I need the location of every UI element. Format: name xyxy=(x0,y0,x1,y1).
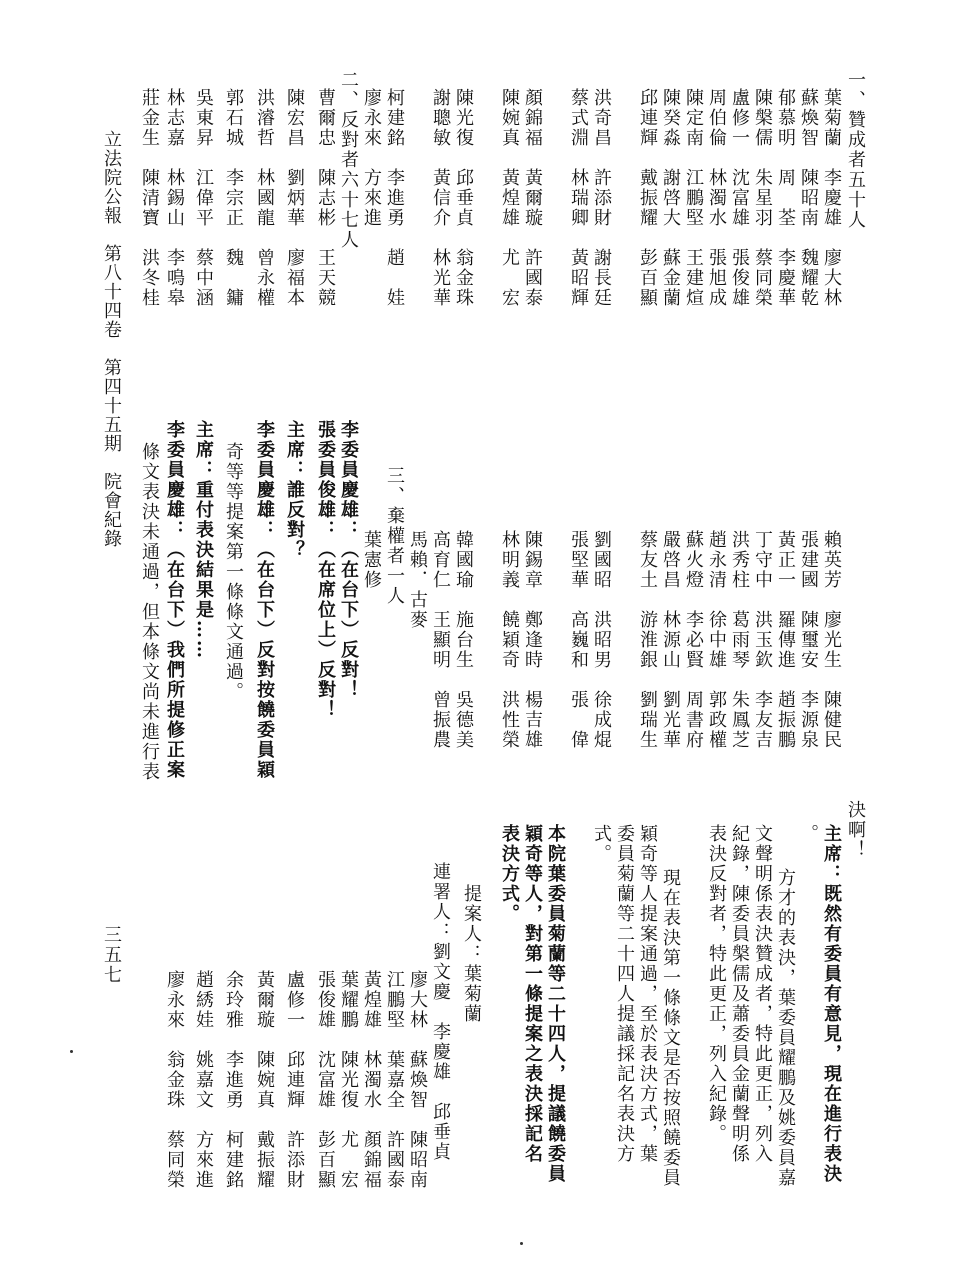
name-column: 林明義 饒穎奇 洪性榮 xyxy=(499,530,520,750)
name-column: 陳宏昌 劉炳華 廖福本 xyxy=(284,88,305,308)
name-column: 謝聰敏 黃信介 林光華 xyxy=(430,88,451,308)
name-column: 高育仁 王顯明 曾振農 xyxy=(430,530,451,750)
name-column: 蘇煥智 陳昭南 魏耀乾 xyxy=(798,88,819,308)
name-column: 黃正一 羅傳進 趙振鵬 xyxy=(775,530,796,750)
speaker-line: 主席：既然有委員有意見，現在進行表決 xyxy=(821,824,842,1184)
name-column: 賴英芳 廖光生 陳健民 xyxy=(821,530,842,750)
text-line: 穎奇等人提案通過，至於表決方式，葉 xyxy=(637,824,658,1164)
name-column: 張俊雄 沈富雄 彭百顯 xyxy=(315,970,336,1190)
text-line: 委員菊蘭等二十四人提議採記名表決方 xyxy=(614,824,635,1164)
scan-speck xyxy=(70,1050,73,1053)
text-line: 式。 xyxy=(591,824,612,864)
name-column: 盧修一 沈富雄 張俊雄 xyxy=(729,88,750,308)
text-line: 決啊！ xyxy=(845,800,866,860)
name-column: 陳癸淼 謝啓大 蘇金蘭 xyxy=(660,88,681,308)
section-heading-oppose: 二、反對者六十七人 xyxy=(338,70,359,250)
name-column: 曹爾忠 陳志彬 王天競 xyxy=(315,88,336,308)
name-column: 顏錦福 黃爾璇 許國泰 xyxy=(522,88,543,308)
name-column: 葉菊蘭 李慶雄 廖大林 xyxy=(821,88,842,308)
section-heading-approve: 一、贊成者五十人 xyxy=(845,70,866,230)
page-number: 三五七 xyxy=(101,925,122,985)
name-column: 張建國 陳璽安 李源泉 xyxy=(798,530,819,750)
speaker-line: 主席：重付表決結果是…… xyxy=(193,420,214,660)
proposer-line: 提案人：葉菊蘭 xyxy=(461,884,482,1024)
speaker-line: 李委員慶雄：（在台下）我們所提修正案 xyxy=(164,420,185,780)
motion-text: 本院葉委員菊蘭等二十四人，提議饒委員 xyxy=(545,824,566,1184)
scan-speck xyxy=(520,1242,523,1245)
name-column: 江鵬堅 葉嘉全 許國泰 xyxy=(384,970,405,1190)
text-line: 方才的表決，葉委員耀鵬及姚委員嘉 xyxy=(775,868,796,1188)
speaker-line: 李委員慶雄：（在台下）反對！ xyxy=(338,420,359,700)
name-column: 葉憲修 xyxy=(361,530,382,590)
name-column: 洪奇昌 許添財 謝長廷 xyxy=(591,88,612,308)
name-column: 蔡式淵 林瑞卿 黃昭輝 xyxy=(568,88,589,308)
name-column: 邱連輝 戴振耀 彭百顯 xyxy=(637,88,658,308)
name-column: 趙永清 徐中雄 郭政權 xyxy=(706,530,727,750)
name-column: 吳東昇 江偉平 蔡中涵 xyxy=(193,88,214,308)
text-line: 文聲明係表決贊成者，特此更正，列入 xyxy=(752,824,773,1164)
name-column: 林志嘉 林錫山 李鳴皋 xyxy=(164,88,185,308)
name-column: 劉國昭 洪昭男 徐成焜 xyxy=(591,530,612,750)
name-column: 嚴啓昌 林源山 劉光華 xyxy=(660,530,681,750)
name-column: 黃爾璇 陳婉真 戴振耀 xyxy=(254,970,275,1190)
name-column: 盧修一 邱連輝 許添財 xyxy=(284,970,305,1190)
name-column: 馬賴．古麥 xyxy=(407,530,428,630)
name-column: 洪濬哲 林國龍 曾永權 xyxy=(254,88,275,308)
speaker-line: 主席：誰反對？ xyxy=(284,420,305,560)
motion-text: 表決方式。 xyxy=(499,824,520,924)
name-column: 陳光復 邱垂貞 翁金珠 xyxy=(453,88,474,308)
name-column: 韓國瑜 施台生 吳德美 xyxy=(453,530,474,750)
text-line: 紀錄，陳委員槃儒及蕭委員金蘭聲明係 xyxy=(729,824,750,1164)
speaker-line: 李委員慶雄：（在台下）反對按饒委員穎 xyxy=(254,420,275,780)
text-line: 奇等等提案第一條條文通過。 xyxy=(223,442,244,702)
name-column: 蘇火燈 李必賢 周書府 xyxy=(683,530,704,750)
cosigner-line: 連署人：劉文慶 李慶雄 邱垂貞 xyxy=(430,862,451,1162)
text-line: 現在表決第一條條文是否按照饒委員 xyxy=(660,868,681,1188)
text-line: 。 xyxy=(798,824,819,844)
name-column: 陳定南 江鵬堅 王建煊 xyxy=(683,88,704,308)
gazette-footer: 立法院公報 第八十四卷 第四十五期 院會紀錄 xyxy=(101,130,122,548)
speaker-line: 張委員俊雄：（在席位上）反對！ xyxy=(315,420,336,720)
section-heading-abstain: 三、棄權者一人 xyxy=(384,466,405,606)
name-column: 柯建銘 李進勇 趙 娃 xyxy=(384,88,405,308)
name-column: 莊金生 陳清寶 洪冬桂 xyxy=(139,88,160,308)
name-column: 廖大林 蘇煥智 陳昭南 xyxy=(407,970,428,1190)
name-column: 陳錫章 鄭逢時 楊吉雄 xyxy=(522,530,543,750)
name-column: 廖永來 方來進 xyxy=(361,88,382,228)
name-column: 洪秀柱 葛雨琴 朱鳳芝 xyxy=(729,530,750,750)
name-column: 黃煌雄 林濁水 顏錦福 xyxy=(361,970,382,1190)
name-column: 郁慕明 周 荃 李慶華 xyxy=(775,88,796,308)
text-line: 表決反對者，特此更正，列入紀錄。 xyxy=(706,824,727,1144)
name-column: 陳婉真 黃煌雄 尤 宏 xyxy=(499,88,520,308)
name-column: 丁守中 洪玉欽 李友吉 xyxy=(752,530,773,750)
name-column: 郭石城 李宗正 魏 鏞 xyxy=(223,88,244,308)
name-column: 廖永來 翁金珠 蔡同榮 xyxy=(164,970,185,1190)
name-column: 張堅華 高巍和 張 偉 xyxy=(568,530,589,750)
name-column: 周伯倫 林濁水 張旭成 xyxy=(706,88,727,308)
name-column: 趙綉娃 姚嘉文 方來進 xyxy=(193,970,214,1190)
motion-text: 穎奇等人，對第一條提案之表決採記名 xyxy=(522,824,543,1164)
name-column: 蔡友土 游淮銀 劉瑞生 xyxy=(637,530,658,750)
name-column: 余玲雅 李進勇 柯建銘 xyxy=(223,970,244,1190)
name-column: 陳槃儒 朱星羽 蔡同榮 xyxy=(752,88,773,308)
name-column: 葉耀鵬 陳光復 尤 宏 xyxy=(338,970,359,1190)
text-line: 條文表決未通過，但本條文尚未進行表 xyxy=(139,442,160,782)
